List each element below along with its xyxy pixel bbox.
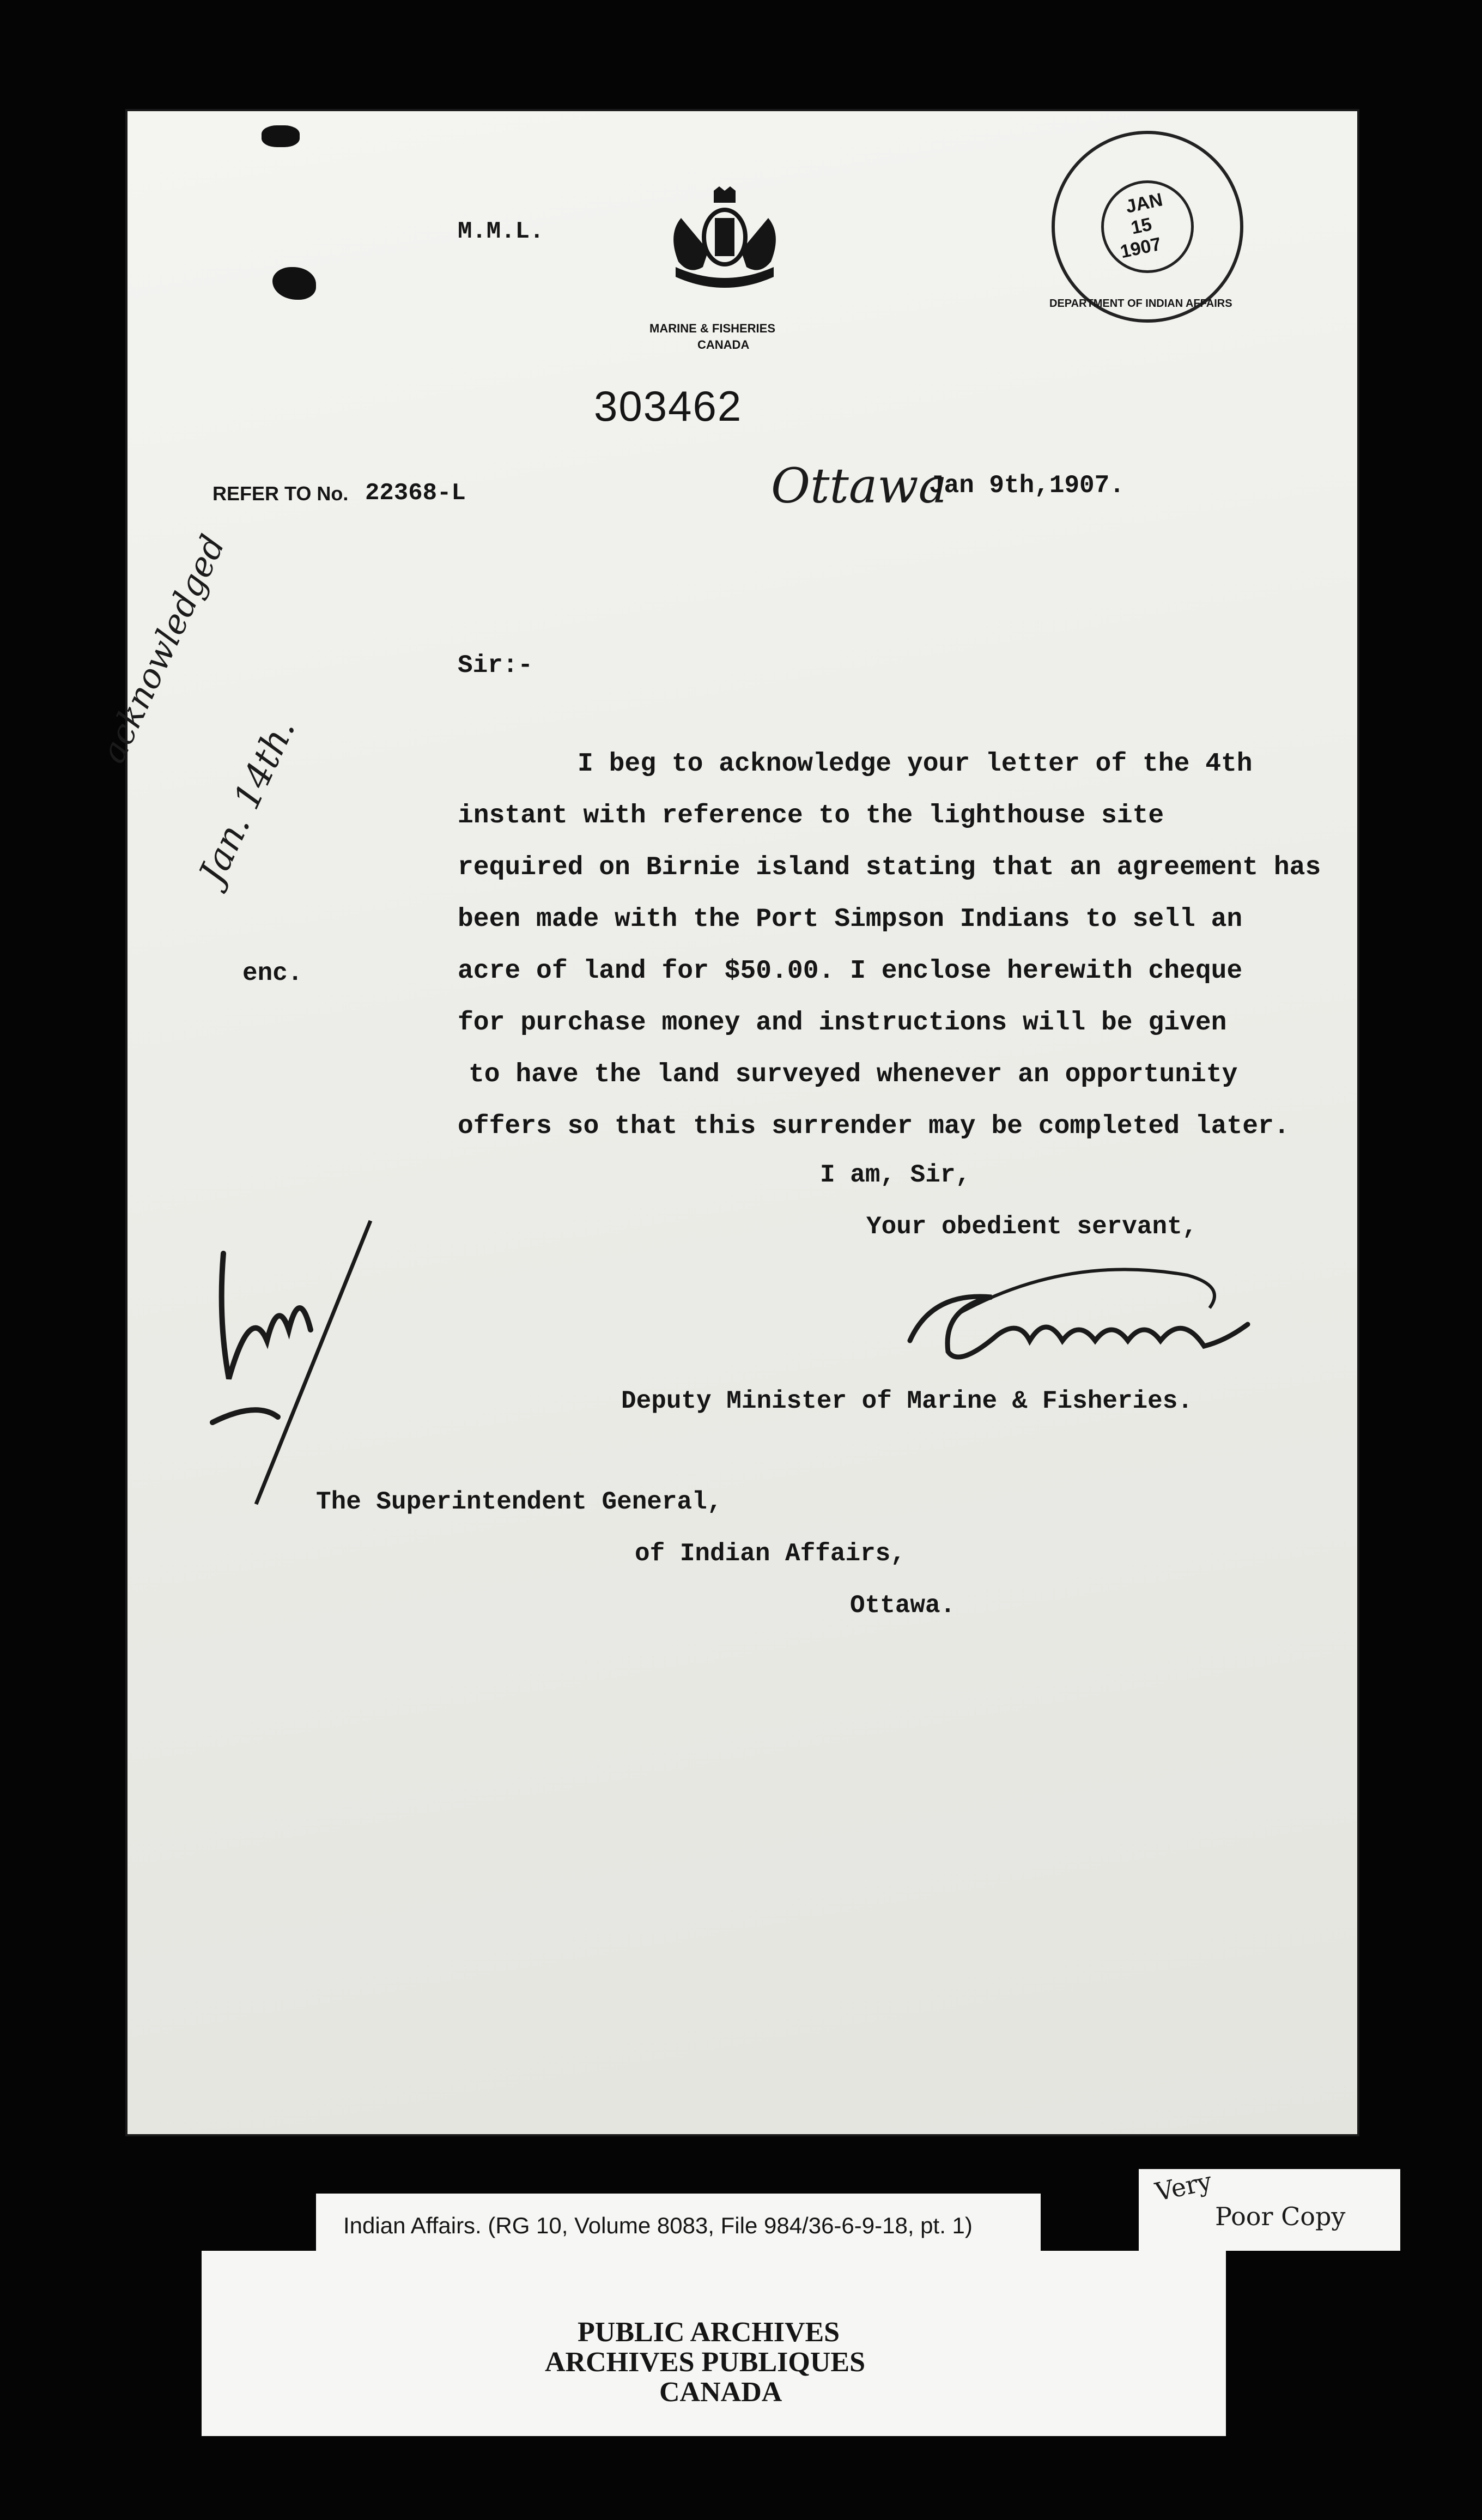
handwritten-note: Very: [1152, 2166, 1214, 2207]
closing-line: Your obedient servant,: [866, 1213, 1198, 1241]
addressee-line: of Indian Affairs,: [635, 1540, 906, 1568]
acknowledged-date-note: Jan. 14th.: [191, 712, 303, 890]
stamp-year: 1907: [1118, 233, 1163, 263]
archive-name: CANADA: [659, 2377, 782, 2408]
closing-line: I am, Sir,: [820, 1161, 971, 1189]
signatory-title: Deputy Minister of Marine & Fisheries.: [621, 1387, 1193, 1415]
place-name: Ottawa: [771, 458, 947, 514]
file-number: 303462: [594, 382, 743, 430]
crest-emblem: [643, 185, 806, 311]
crest-caption: MARINE & FISHERIES: [649, 322, 776, 335]
refer-to-number: 22368-L: [365, 480, 466, 507]
addressee-line: The Superintendent General,: [316, 1488, 722, 1516]
archive-name: ARCHIVES PUBLIQUES: [545, 2347, 866, 2378]
refer-to-label: REFER TO No.: [212, 482, 349, 505]
crest-caption: CANADA: [697, 338, 750, 352]
addressee-line: Ottawa.: [850, 1591, 956, 1620]
archive-name: PUBLIC ARCHIVES: [578, 2317, 840, 2348]
salutation: Sir:-: [458, 651, 533, 680]
acknowledged-note: acknowledged: [93, 529, 233, 769]
handwritten-note: Poor Copy: [1215, 2202, 1346, 2231]
ink-blot: [262, 125, 300, 147]
enclosure-note: enc.: [242, 959, 303, 988]
body-line: I beg to acknowledge your letter of the 4th: [578, 749, 1253, 779]
stamp-date-circle: [1101, 180, 1194, 273]
stamp-outer-text: DEPARTMENT OF INDIAN AFFAIRS: [1049, 298, 1232, 310]
received-stamp: [1049, 131, 1243, 323]
body-line: acre of land for $50.00. I enclose herewith cheque: [458, 956, 1243, 986]
stamp-month: JAN: [1123, 189, 1165, 217]
body-line: offers so that this surrender may be completed later.: [458, 1112, 1290, 1141]
initials-signature-icon: [202, 1215, 387, 1510]
letter-date: Jan 9th,1907.: [929, 471, 1125, 500]
body-line: required on Birnie island stating that an agreement has: [458, 853, 1321, 882]
body-line: to have the land surveyed whenever an opportunity: [469, 1060, 1238, 1089]
body-line: instant with reference to the lighthouse site: [458, 801, 1164, 831]
body-line: been made with the Port Simpson Indians to sell an: [458, 905, 1243, 934]
stamp-day: 15: [1129, 214, 1154, 239]
body-line: for purchase money and instructions will be given: [458, 1008, 1227, 1038]
initials: M.M.L.: [458, 218, 544, 245]
signature-icon: [888, 1248, 1340, 1401]
coat-of-arms-icon: [643, 185, 806, 311]
archive-citation: Indian Affairs. (RG 10, Volume 8083, File 984/36-6-9-18, pt. 1): [343, 2213, 973, 2238]
